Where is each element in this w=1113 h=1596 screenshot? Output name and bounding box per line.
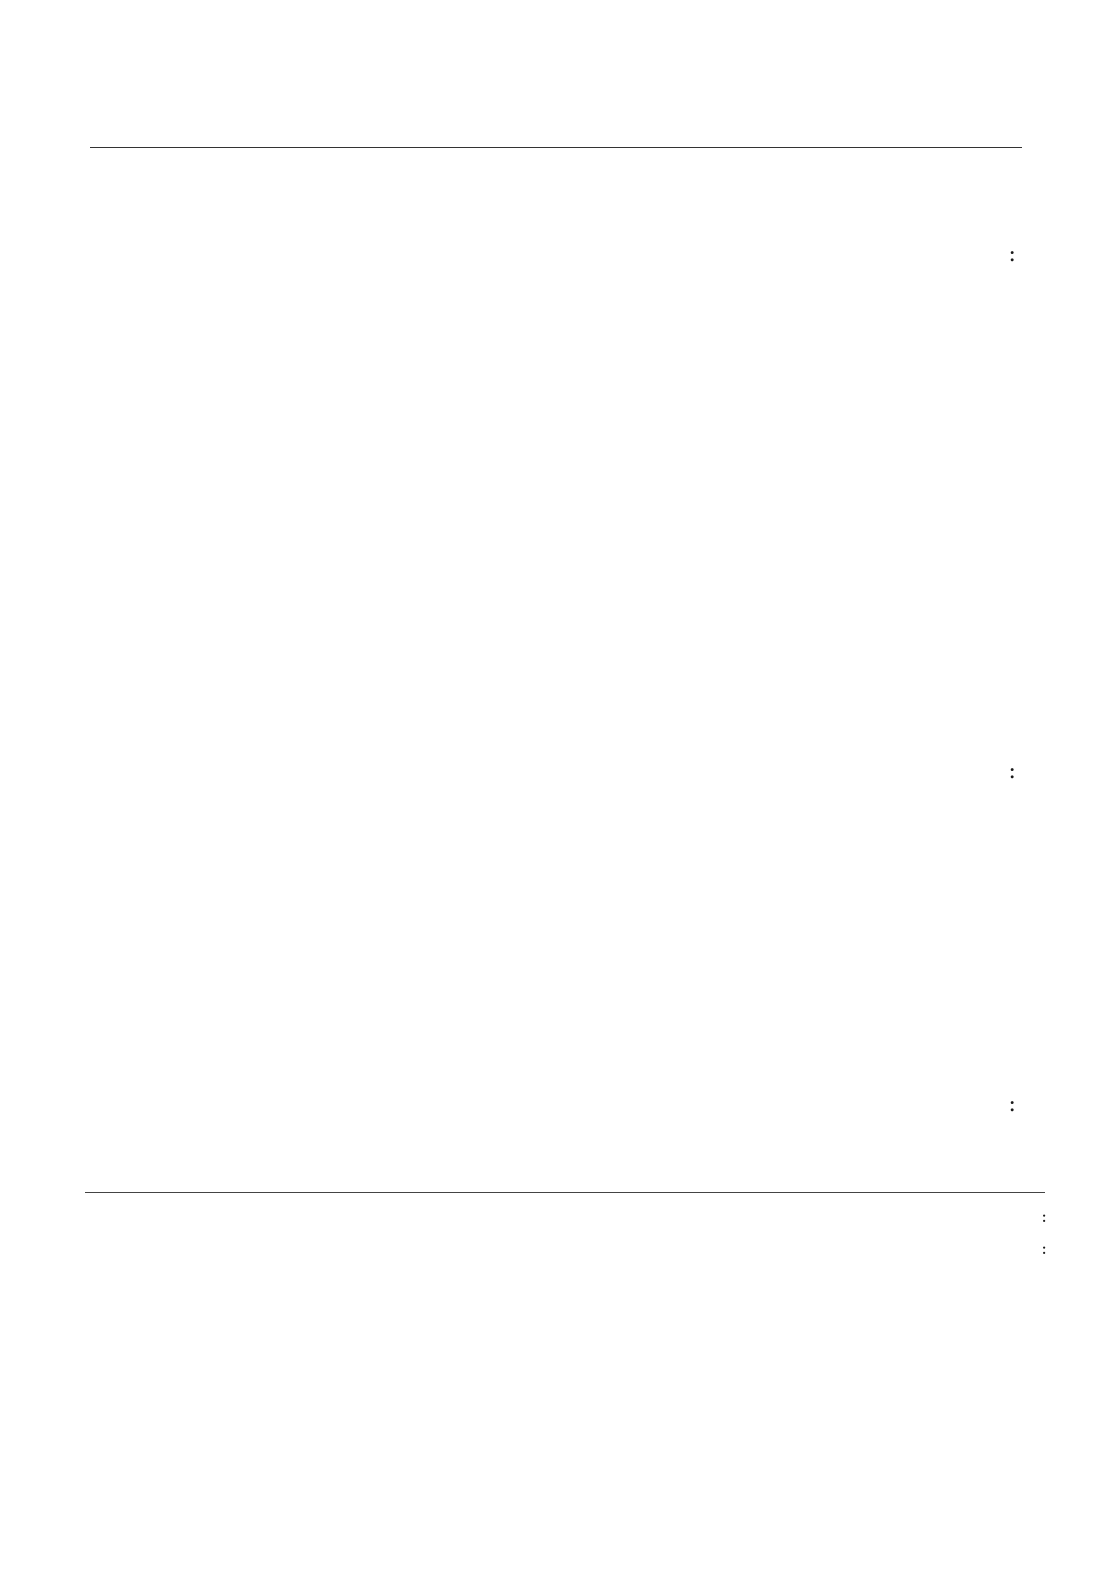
footnote-307 [112,1203,1047,1231]
footnote-line: : [1041,1239,1047,1259]
running-header [95,88,1020,128]
hadith-308: : [1008,758,1016,784]
footnote-divider [85,1192,1045,1193]
footnotes [112,1203,1047,1263]
header-divider [90,147,1022,148]
hadith-307: : [1008,241,1016,267]
footnote-308 [112,1235,1047,1263]
hadith-309: : [1008,1091,1016,1117]
footnote-line: : [1041,1207,1047,1227]
